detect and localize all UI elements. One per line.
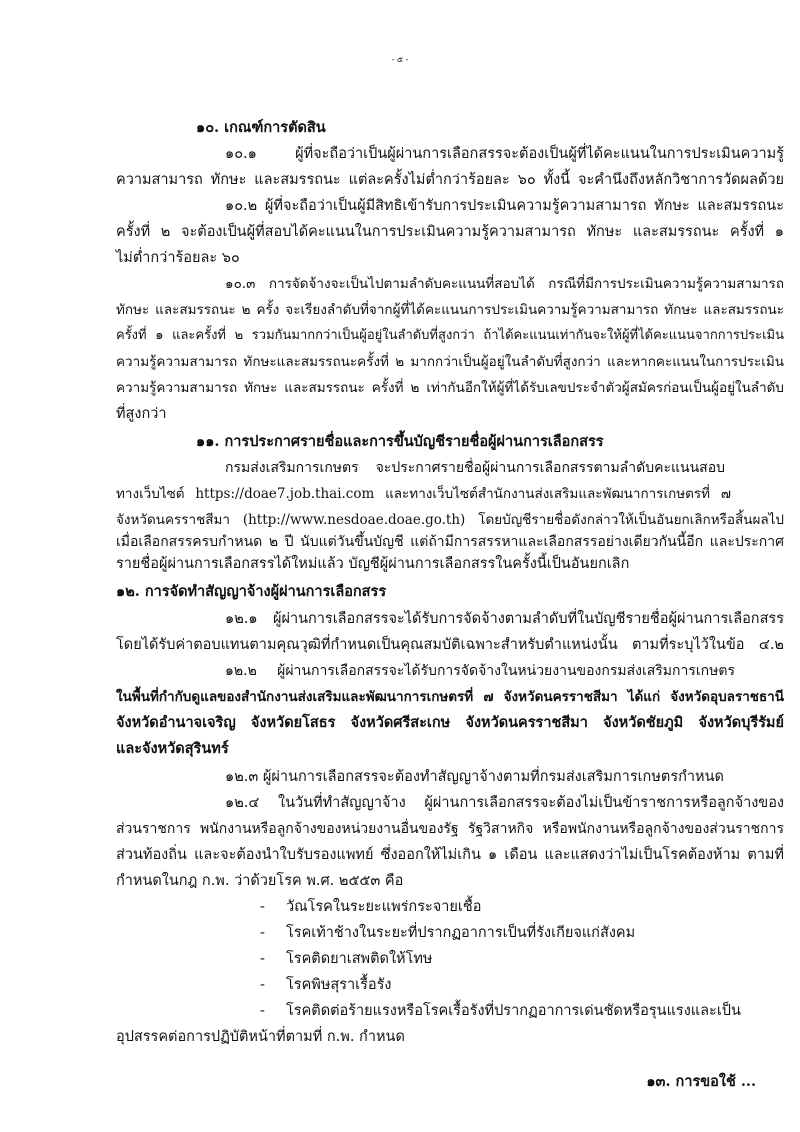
section-12-3-line-1: ๑๒.๓ ผู้ผ่านการเลือกสรรจะต้องทำสัญญาจ้างตามที่กรมส่งเสริมการเกษตรกำหนด [225, 769, 724, 785]
page-number: - ๕ - [391, 55, 409, 64]
section-11-line-3: จังหวัดนครราชสีมา (http://www.nesdoae.doae.go.th) โดยบัญชีรายชื่อดังกล่าวให้เป็นอันยกเลิกหรือสิ้นผลไป [116, 512, 784, 528]
list-item-text: โรคเท้าช้างในระยะที่ปรากฏอาการเป็นที่รังเกียจแก่สังคม [286, 925, 636, 941]
bullet-dash: - [260, 899, 265, 915]
list-item-text: วัณโรคในระยะแพร่กระจายเชื้อ [286, 899, 482, 915]
list-item [260, 897, 481, 917]
section-10-heading: ๑๐. เกณฑ์การตัดสิน [196, 119, 326, 136]
section-10-3-line-1: ๑๐.๓ การจัดจ้างจะเป็นไปตามลำดับคะแนนที่สอบได้ กรณีที่มีการประเมินความรู้ความสามารถ [225, 276, 784, 292]
section-12-2-line-2: ในพื้นที่กำกับดูแลของสำนักงานส่งเสริมและพัฒนาการเกษตรที่ ๗ จังหวัดนครราชสีมา ได้แก่ จังหวัดอุบลราชธานี [116, 689, 784, 705]
section-12-4-line-1: ๑๒.๔ ในวันที่ทำสัญญาจ้าง ผู้ผ่านการเลือกสรรจะต้องไม่เป็นข้าราชการหรือลูกจ้างของ [225, 795, 784, 811]
section-12-1-line-1: ๑๒.๑ ผู้ผ่านการเลือกสรรจะได้รับการจัดจ้างตามลำดับที่ในบัญชีรายชื่อผู้ผ่านการเลือกสรร [225, 611, 784, 627]
list-item-text: โรคติดต่อร้ายแรงหรือโรคเรื้อรังที่ปรากฏอาการเด่นชัดหรือรุนแรงและเป็น [286, 1003, 741, 1019]
section-10-3-line-4: ความรู้ความสามารถ ทักษะและสมรรถนะครั้งที่ ๒ มากกว่าเป็นผู้อยู่ในลำดับที่สูงกว่า และหากคะแนนในการประเมิน [116, 354, 784, 370]
bullet-dash: - [260, 925, 265, 941]
section-12-4-line-4: กำหนดในกฎ ก.พ. ว่าด้วยโรค พ.ศ. ๒๕๕๓ คือ [116, 873, 404, 889]
section-12-heading: ๑๒. การจัดทำสัญญาจ้างผู้ผ่านการเลือกสรร [116, 583, 387, 600]
bullet-dash: - [260, 1003, 265, 1019]
list-item-text: โรคพิษสุราเรื้อรัง [286, 977, 392, 993]
section-12-2-line-4: และจังหวัดสุรินทร์ [116, 740, 229, 757]
list-item [260, 949, 433, 969]
section-11-line-5: รายชื่อผู้ผ่านการเลือกสรรได้ใหม่แล้ว บัญชีผู้ผ่านการเลือกสรรในครั้งนี้เป็นอันยกเลิก [116, 556, 630, 572]
list-item [260, 923, 635, 943]
section-12-1-line-2: โดยได้รับค่าตอบแทนตามคุณวุฒิที่กำหนดเป็นคุณสมบัติเฉพาะสำหรับตำแหน่งนั้น ตามที่ระบุไว้ในข้อ ๔.๒ [116, 637, 784, 653]
section-12-2-line-1: ๑๒.๒ ผู้ผ่านการเลือกสรรจะได้รับการจัดจ้างในหน่วยงานของกรมส่งเสริมการเกษตร [225, 663, 735, 679]
list-item [260, 975, 392, 995]
bullet-dash: - [260, 951, 265, 967]
section-12-4-last-line: อุปสรรคต่อการปฏิบัติหน้าที่ตามที่ ก.พ. กำหนด [116, 1029, 405, 1045]
section-10-3-line-5: ความรู้ความสามารถ ทักษะ และสมรรถนะ ครั้งที่ ๒ เท่ากันอีกให้ผู้ที่ได้รับเลขประจำตัวผู้สมัครก่อนเป็นผู้อยู่ในลำดับ [116, 380, 784, 396]
section-10-1-line-1: ๑๐.๑ ผู้ที่จะถือว่าเป็นผู้ผ่านการเลือกสรรจะต้องเป็นผู้ที่ได้คะแนนในการประเมินความรู้ [225, 146, 784, 162]
section-12-4-line-2: ส่วนราชการ พนักงานหรือลูกจ้างของหน่วยงานอื่นของรัฐ รัฐวิสาหกิจ หรือพนักงานหรือลูกจ้างของส่วนราชการ [116, 821, 784, 837]
list-item-text: โรคติดยาเสพติดให้โทษ [286, 951, 433, 967]
section-11-line-4: เมื่อเลือกสรรครบกำหนด ๒ ปี นับแต่วันขึ้นบัญชี แต่ถ้ามีการสรรหาและเลือกสรรอย่างเดียวกันนี้อีก และประกาศ [116, 534, 784, 550]
next-section-continuation: ๑๓. การขอใช้ ... [646, 1073, 756, 1090]
bullet-dash: - [260, 977, 265, 993]
section-10-3-line-2: ทักษะ และสมรรถนะ ๒ ครั้ง จะเรียงลำดับที่จากผู้ที่ได้คะแนนการประเมินความรู้ความสามารถ ทักษะ และสมรรถนะ [116, 302, 784, 318]
section-10-3-line-3: ครั้งที่ ๑ และครั้งที่ ๒ รวมกันมากกว่าเป็นผู้อยู่ในลำดับที่สูงกว่า ถ้าได้คะแนนเท่ากันจะให้ผู้ที่ได้คะแนนจากการประเมิน [116, 328, 784, 343]
list-item [260, 1001, 784, 1021]
section-12-4-line-3: ส่วนท้องถิ่น และจะต้องนำใบรับรองแพทย์ ซึ่งออกให้ไม่เกิน ๑ เดือน และแสดงว่าไม่เป็นโรคต้องห้าม ตามที่ [116, 847, 784, 863]
section-12-2-line-3: จังหวัดอำนาจเจริญ จังหวัดยโสธร จังหวัดศรีสะเกษ จังหวัดนครราชสีมา จังหวัดชัยภูมิ จังหวัดบุรีรัมย์ [116, 714, 784, 731]
section-10-2-line-3: ไม่ต่ำกว่าร้อยละ ๖๐ [116, 250, 240, 266]
section-10-1-line-2: ความสามารถ ทักษะ และสมรรถนะ แต่ละครั้งไม่ต่ำกว่าร้อยละ ๖๐ ทั้งนี้ จะคำนึงถึงหลักวิชาการวัดผลด้วย [116, 172, 784, 188]
section-11-line-1: กรมส่งเสริมการเกษตร จะประกาศรายชื่อผู้ผ่านการเลือกสรรตามลำดับคะแนนสอบ [225, 460, 725, 476]
section-10-3-line-6: ที่สูงกว่า [116, 406, 167, 422]
section-11-heading: ๑๑. การประกาศรายชื่อและการขึ้นบัญชีรายชื่อผู้ผ่านการเลือกสรร [196, 433, 604, 450]
section-10-2-line-2: ครั้งที่ ๒ จะต้องเป็นผู้ที่สอบได้คะแนนในการประเมินความรู้ความสามารถ ทักษะ และสมรรถนะ ครั้งที่ ๑ [116, 224, 784, 240]
section-11-line-2: ทางเว็บไซต์ https://doae7.job.thai.com และทางเว็บไซต์สำนักงานส่งเสริมและพัฒนาการเกษตรที่ ๗ [116, 486, 731, 502]
section-10-2-line-1: ๑๐.๒ ผู้ที่จะถือว่าเป็นผู้มีสิทธิเข้ารับการประเมินความรู้ความสามารถ ทักษะ และสมรรถนะ [225, 198, 784, 214]
